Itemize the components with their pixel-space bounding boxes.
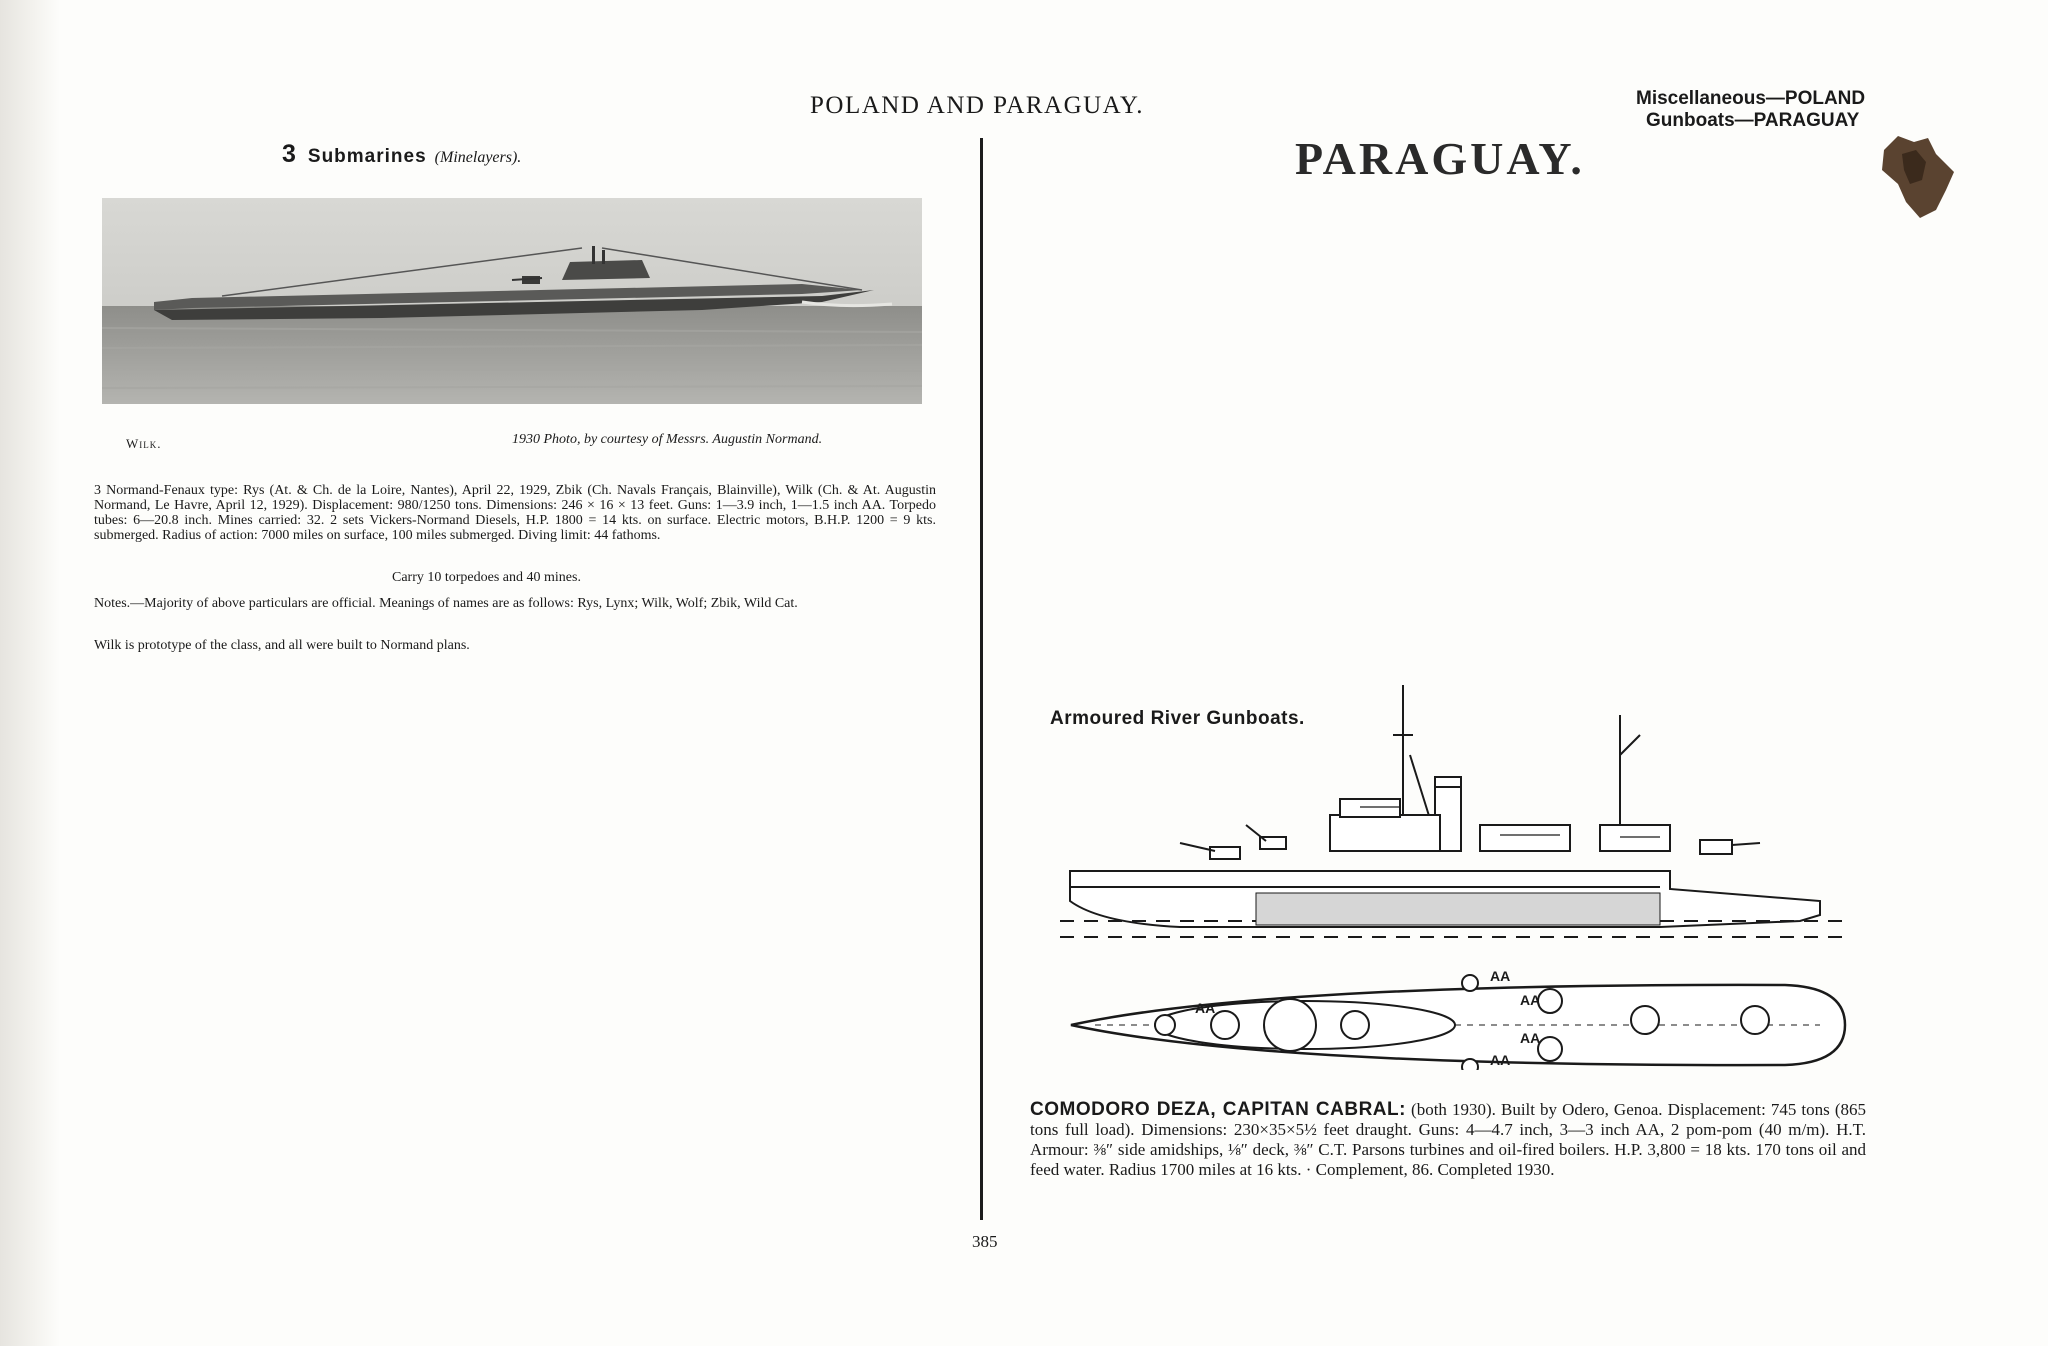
plan-label-aa-5: AA xyxy=(1490,1052,1511,1068)
gunboats-heading: Armoured River Gunboats. xyxy=(1050,708,1305,729)
gunboat-profile-drawing xyxy=(1060,675,1860,965)
gunboat-plan-drawing xyxy=(1065,965,1855,1070)
submarine-count: 3 xyxy=(282,140,296,168)
gunboat-particulars-text: (both 1930). Built by Odero, Genoa. Displacement: 745 tons (865 tons full load). Dimensions: 230×35×5½ feet draught. Guns: 4—4.7 inch, 3—3 inch AA, 2 pom-pom (40 m/m). H.T. Armour: ⅜″ side amidships, ⅛″ deck, ⅜″ C.T. Parsons turbines and oil-fired boilers. H.P. 3,800 = 18 kts. 170 tons oil and feed water. Radius 1700 miles at 16 kts. · Complement, 86. Completed 1930. xyxy=(1030,1100,1866,1179)
plan-label-aa-2: AA xyxy=(1490,968,1511,984)
margin-heading-country-1: POLAND xyxy=(1784,88,1866,109)
plan-label-aa-3: AA xyxy=(1520,992,1541,1008)
gunboat-names: COMODORO DEZA, CAPITAN CABRAL: xyxy=(1030,1099,1406,1120)
submarine-notes: Notes.—Majority of above particulars are official. Meanings of names are as follows: Rys, Lynx; Wilk, Wolf; Zbik, Wild Cat. xyxy=(94,596,798,611)
submarine-carry-note: Carry 10 torpedoes and 40 mines. xyxy=(392,570,581,585)
margin-heading-line2: Gunboats—PARAGUAY xyxy=(1646,110,1860,131)
margin-heading-country-2: PARAGUAY xyxy=(1753,110,1860,131)
page-gutter-shadow xyxy=(0,0,60,1346)
gunboat-particulars xyxy=(1030,1100,1866,1180)
margin-heading xyxy=(1636,88,1865,132)
submarine-prototype-note: Wilk is prototype of the class, and all were built to Normand plans. xyxy=(94,638,470,653)
submarine-photo xyxy=(102,198,922,404)
photo-credit: 1930 Photo, by courtesy of Messrs. Augustin Normand. xyxy=(512,432,823,447)
plan-label-aa-1: AA xyxy=(1195,1000,1216,1016)
country-title: PARAGUAY. xyxy=(1295,133,1585,184)
submarines-title: Submarines xyxy=(307,146,427,167)
submarine-particulars: 3 Normand-Fenaux type: Rys (At. & Ch. de la Loire, Nantes), April 22, 1929, Zbik (Ch. Navals Français, Blainville), Wilk (Ch. & At. Augustin Normand, Le Havre, April 12, 1929). Displacement: 980/1250 tons. Dimensions: 246 × 16 × 13 feet. Guns: 1—3.9 inch, 1—1.5 inch AA. Torpedo tubes: 6—20.8 inch. Mines carried: 32. 2 sets Vickers-Normand Diesels, H.P. 1800 = 14 kts. on surface. Electric motors, B.H.P. 1200 = 9 kts. submerged. Radius of action: 7000 miles on surface, 100 miles submerged. Diving limit: 44 fathoms. xyxy=(94,483,936,543)
margin-heading-prefix-1: Miscellaneous xyxy=(1636,88,1766,109)
page-number: 385 xyxy=(972,1232,998,1251)
paper-stain xyxy=(1876,132,1962,222)
submarines-heading xyxy=(282,140,521,169)
running-head: POLAND AND PARAGUAY. xyxy=(810,92,1145,119)
plan-label-aa-4: AA xyxy=(1520,1030,1541,1046)
margin-heading-prefix-2: Gunboats xyxy=(1646,110,1735,131)
photo-caption-name: Wilk. xyxy=(126,436,162,451)
submarines-subtitle: (Minelayers). xyxy=(434,149,522,166)
margin-heading-line1: Miscellaneous—POLAND xyxy=(1636,88,1866,109)
column-divider xyxy=(980,138,983,1220)
